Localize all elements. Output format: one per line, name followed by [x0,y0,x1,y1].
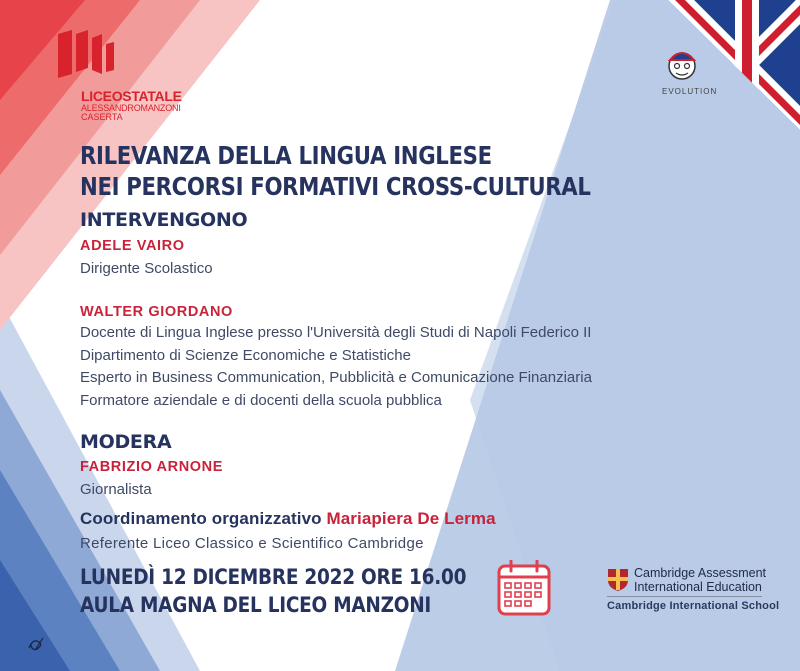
coordinator-name: Mariapiera De Lerma [326,509,496,528]
school-name [81,89,182,122]
school-name-line1: LICEOSTATALE [81,88,182,104]
speaker-roles [80,322,592,412]
event-info [80,564,466,620]
intervengono-heading: INTERVENGONO [80,209,248,231]
cambridge-line3: Cambridge International School [607,600,780,612]
title-line1: RILEVANZA DELLA LINGUA INGLESE [80,141,492,170]
event-location: AULA MAGNA DEL LICEO MANZONI [80,593,432,618]
modera-heading: MODERA [80,431,172,453]
speaker-role: Esperto in Business Communication, Pubblicità e Comunicazione Finanziaria [80,369,592,386]
coordination-line [80,509,496,529]
title-line2: NEI PERCORSI FORMATIVI CROSS-CULTURAL [80,172,591,201]
page-title [80,140,591,202]
school-name-line2: ALESSANDROMANZONI [81,103,181,113]
speaker-name: WALTER GIORDANO [80,304,233,320]
moderator-name: FABRIZIO ARNONE [80,459,223,475]
liceo-logo-icon [58,30,120,80]
cambridge-line1: Cambridge Assessment [634,566,767,580]
speaker-name: ADELE VAIRO [80,238,185,254]
signature-icon [27,636,47,652]
school-name-line3: CASERTA [81,112,123,122]
speaker-role: Docente di Lingua Inglese presso l'Università degli Studi di Napoli Federico II [80,324,592,341]
evolution-logo-icon [662,44,702,84]
cambridge-divider [607,596,762,597]
speaker-role: Dipartimento di Scienze Economiche e Statistiche [80,346,411,364]
cambridge-line2: International Education [634,580,762,594]
coordinator-role: Referente Liceo Classico e Scientifico Cambridge [80,535,424,552]
coordination-label: Coordinamento organizzativo [80,509,322,528]
cambridge-block [607,566,779,612]
moderator-role: Giornalista [80,481,152,498]
event-date: LUNEDÌ 12 DICEMBRE 2022 ORE 16.00 [80,565,467,590]
speaker-role: Dirigente Scolastico [80,260,213,277]
evolution-label: EVOLUTION [662,87,718,96]
speaker-role: Formatore aziendale e di docenti della scuola pubblica [80,391,442,409]
calendar-icon [497,560,551,616]
